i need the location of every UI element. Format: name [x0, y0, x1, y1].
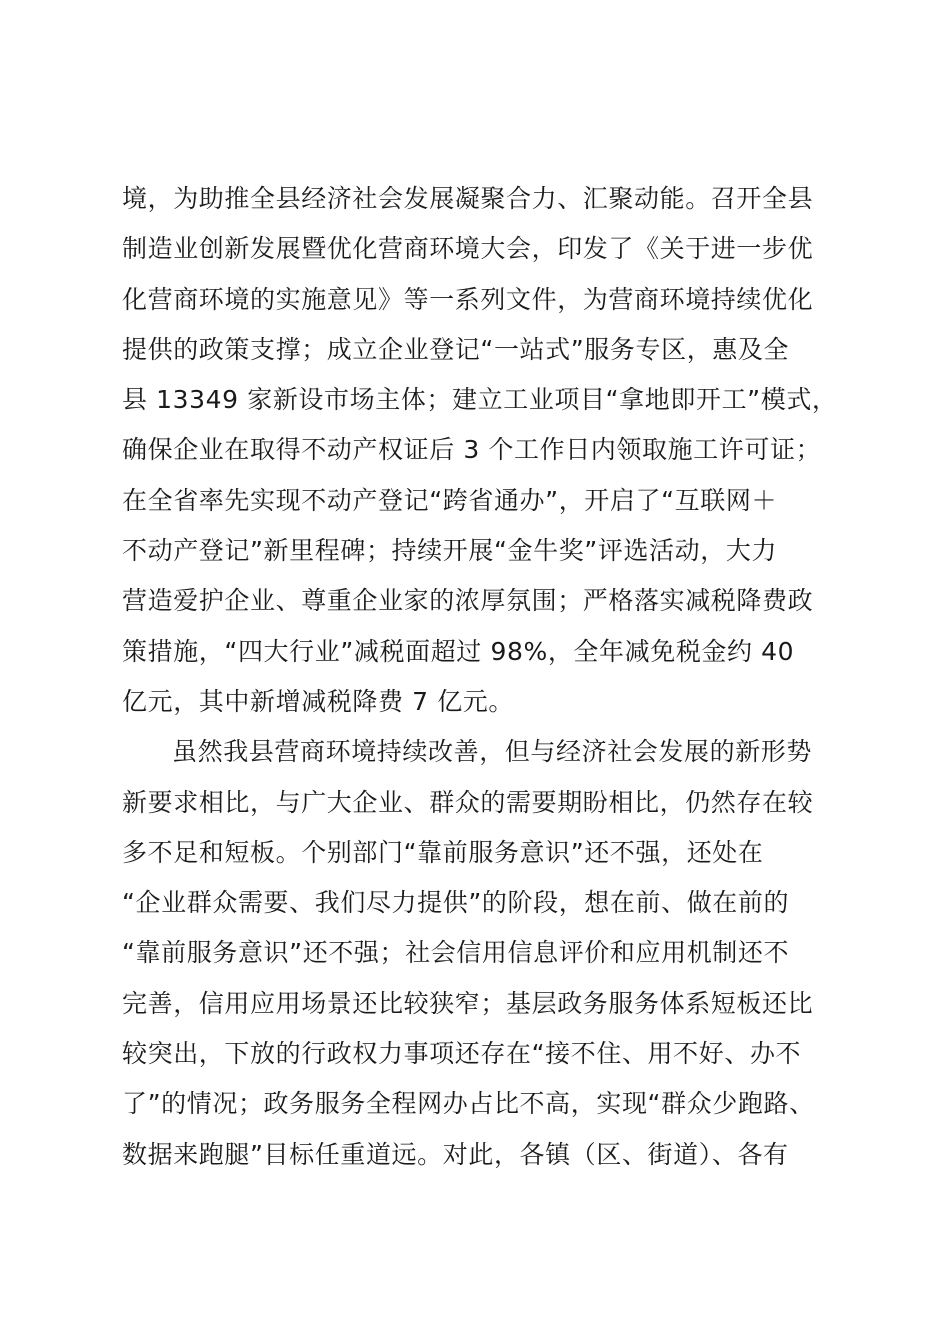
paragraph-start-line: 虽然我县营商环境持续改善，但与经济社会发展的新形势: [172, 737, 813, 767]
text-line: 县 13349 家新设市场主体；建立工业项目“拿地即开工”模式，: [122, 385, 838, 415]
text-line: 新要求相比，与广大企业、群众的需要期盼相比，仍然存在较: [122, 787, 814, 817]
text-line: 境，为助推全县经济社会发展凝聚合力、汇聚动能。召开全县: [122, 184, 814, 213]
text-line: 策措施，“四大行业”减税面超过 98%，全年减免税金约 40: [122, 636, 795, 666]
text-line: 化营商环境的实施意见》等一系列文件，为营商环境持续优化: [122, 284, 814, 314]
text-line: 了”的情况；政务服务全程网办占比不高，实现“群众少跑路、: [122, 1089, 815, 1119]
text-line: 亿元，其中新增减税降费 7 亿元。: [122, 686, 515, 716]
text-line: 提供的政策支撑；成立企业登记“一站式”服务专区，惠及全: [122, 334, 790, 364]
text-line: 数据来跑腿”目标任重道远。对此，各镇（区、街道）、各有: [122, 1139, 789, 1169]
text-line: “企业群众需要、我们尽力提供”的阶段，想在前、做在前的: [122, 888, 790, 918]
text-line: 在全省率先实现不动产登记“跨省通办”，开启了“互联网＋: [122, 485, 778, 515]
text-line: “靠前服务意识”还不强；社会信用信息评价和应用机制还不: [122, 938, 790, 968]
text-line: 完善，信用应用场景还比较狭窄；基层政务服务体系短板还比: [122, 988, 814, 1018]
text-line: 不动产登记”新里程碑；持续开展“金牛奖”评选活动，大力: [122, 536, 778, 566]
text-line: 制造业创新发展暨优化营商环境大会，印发了《关于进一步优: [122, 234, 814, 264]
text-line: 营造爱护企业、尊重企业家的浓厚氛围；严格落实减税降费政: [122, 586, 814, 616]
body-text: [122, 174, 842, 1180]
text-line: 多不足和短板。个别部门“靠前服务意识”还不强，还处在: [122, 837, 764, 867]
text-line: 确保企业在取得不动产权证后 3 个工作日内领取施工许可证；: [122, 435, 822, 465]
text-line: 较突出，下放的行政权力事项还存在“接不住、用不好、办不: [122, 1039, 802, 1069]
